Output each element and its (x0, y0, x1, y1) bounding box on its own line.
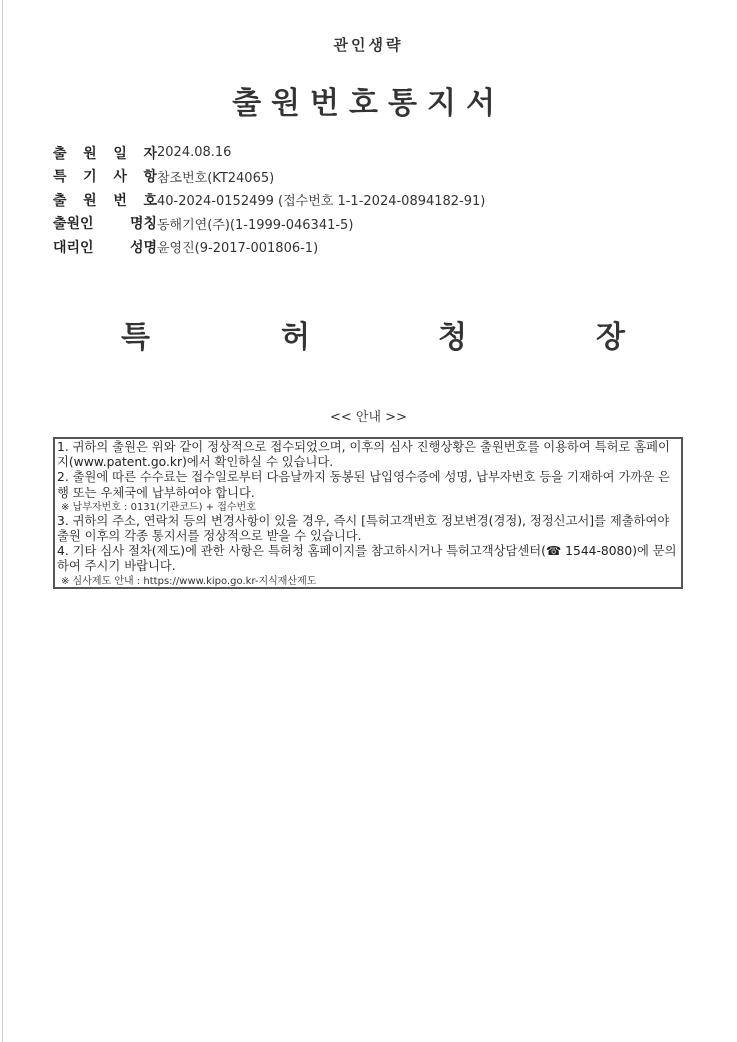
info-label-part: 출 (53, 145, 67, 162)
document-title: 출원번호통지서 (232, 86, 505, 121)
info-label-part: 항 (143, 169, 157, 186)
issuing-agency (0, 312, 737, 355)
notice-paragraph: 1. 귀하의 출원은 위와 같이 정상적으로 접수되었으며, 이후의 심사 진행상황은 출원번호를 이용하여 특허로 홈페이지(www.patent.go.kr)에서 확인하실 수 있습니다. (57, 440, 670, 470)
info-label-part: 출원인 (53, 216, 94, 233)
agency-char: 허 (281, 320, 310, 355)
notice-paragraph: 3. 귀하의 주소, 연락처 등의 변경사항이 있을 경우, 즉시 [특허고객번호 정보변경(경정), 정정신고서]를 제출하여야 출원 이후의 각종 통지서를 정상적으로 받을 수 있습니다. (57, 513, 670, 544)
guide-title: << 안내 >> (330, 410, 407, 425)
guide-notice-box (53, 437, 683, 589)
info-label (53, 213, 157, 233)
info-value: 동해기연(주)(1-1999-046341-5) (157, 217, 354, 233)
info-label-part: 성명 (129, 239, 157, 256)
info-label-part: 사 (113, 169, 127, 186)
notice-footnote: ※ 납부자번호 : 0131(기관코드) + 접수번호 (61, 501, 256, 513)
info-row (53, 235, 693, 259)
info-label-part: 기 (83, 169, 97, 186)
info-row (53, 212, 693, 236)
notice-paragraph: 4. 기타 심사 절차(제도)에 관한 사항은 특허청 홈페이지를 참고하시거나 특허고객상담센터(☎ 1544-8080)에 문의하여 주시기 바랍니다. (57, 544, 677, 574)
info-label (53, 143, 157, 163)
agency-char: 특 (121, 320, 150, 355)
info-label-part: 특 (53, 169, 67, 186)
notice-footnote: ※ 심사제도 안내 : https://www.kipo.go.kr-지식재산제도 (61, 575, 317, 587)
agency-char: 장 (596, 320, 625, 355)
seal-omitted-note: 관인생략 (333, 36, 404, 54)
info-row (53, 141, 693, 165)
info-label (53, 237, 157, 257)
info-label-part: 출 (53, 192, 67, 209)
info-label-part: 원 (83, 192, 97, 209)
application-info (53, 141, 693, 259)
info-label (53, 190, 157, 210)
info-value: 40-2024-0152499 (접수번호 1-1-2024-0894182-91) (157, 194, 486, 210)
info-label-part: 자 (143, 145, 157, 162)
notice-paragraph: 2. 출원에 따른 수수료는 접수일로부터 다음날까지 동봉된 납입영수증에 성명, 납부자번호 등을 기재하여 가까운 은행 또는 우체국에 납부하여야 합니다. (57, 470, 670, 500)
info-row (53, 165, 693, 189)
info-label-part: 호 (143, 192, 157, 209)
info-row (53, 188, 693, 212)
page-edge-line (2, 0, 3, 1042)
info-label-part: 번 (113, 192, 127, 209)
info-label-part: 원 (83, 145, 97, 162)
info-label-part: 대리인 (53, 239, 94, 256)
info-value: 2024.08.16 (157, 145, 232, 161)
info-value: 윤영진(9-2017-001806-1) (157, 241, 319, 257)
agency-char: 청 (438, 320, 467, 355)
info-label-part: 명칭 (129, 216, 157, 233)
info-label (53, 166, 157, 186)
info-value: 참조번호(KT24065) (157, 170, 275, 186)
info-label-part: 일 (113, 145, 127, 162)
